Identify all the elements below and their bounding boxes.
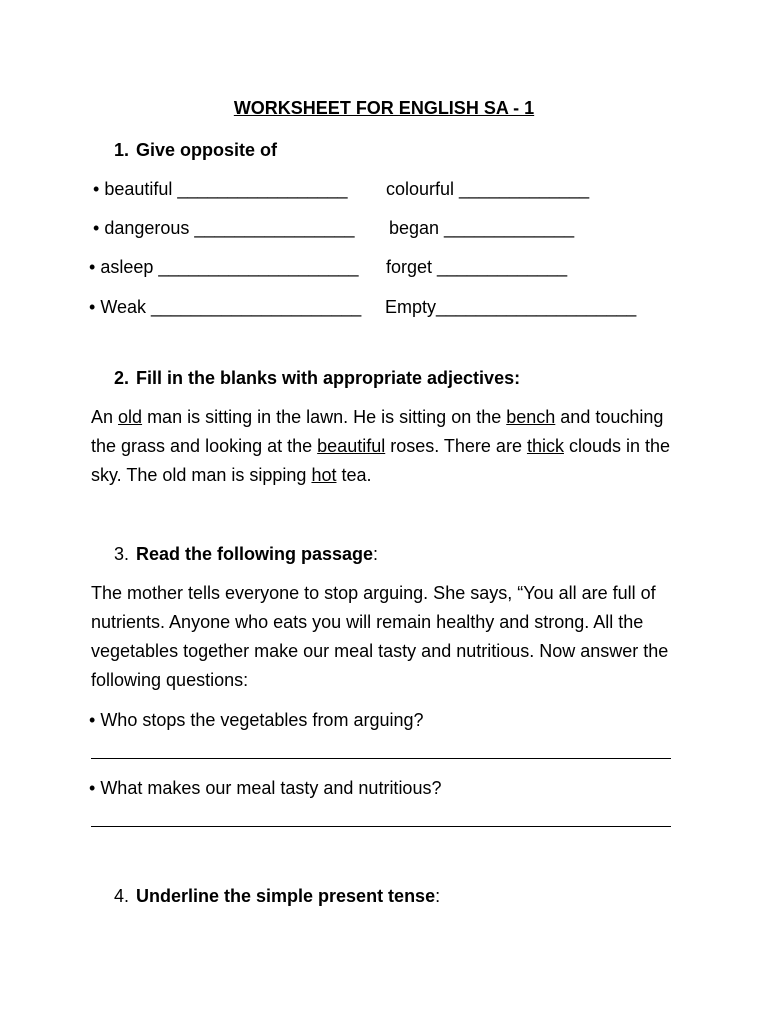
q2-text: man is sitting in the lawn. He is sitting on the (142, 407, 507, 427)
q2-text: An (91, 407, 119, 427)
adjective-hot: hot (311, 465, 337, 485)
q1-item-right-3: forget _____________ (386, 257, 568, 277)
q3-heading: Read the following passage (136, 544, 374, 564)
q3-question-1: • Who stops the vegetables from arguing? (89, 709, 424, 731)
q2-text: tea. (336, 465, 372, 485)
q3-colon: : (373, 544, 379, 564)
q1-item-left-3: • asleep ____________________ (89, 256, 359, 278)
q4-colon: : (435, 886, 441, 906)
adjective-old: old (118, 407, 143, 427)
adjective-thick: thick (526, 436, 564, 456)
q1-number: 1. (114, 140, 130, 160)
q3-passage: The mother tells everyone to stop arguing. She says, “You all are full of nutrients. Anyone who eats you will remain healthy and strong. All the vegetables together make our meal tasty and nutritious. Now answer the following questions: (91, 583, 669, 690)
answer-line-1[interactable] (91, 758, 671, 759)
q4-number: 4. (114, 886, 130, 906)
q2-heading: Fill in the blanks with appropriate adjectives: (136, 368, 521, 388)
q1-item-left-2: • dangerous ________________ (93, 217, 355, 239)
answer-line-2[interactable] (91, 826, 671, 827)
q2-number: 2. (114, 368, 130, 388)
q3-heading-line (136, 543, 378, 565)
q1-item-right-4: Empty____________________ (385, 297, 637, 317)
q2-text: roses. There are (385, 436, 527, 456)
q1-item-left-4: • Weak _____________________ (89, 296, 361, 318)
q1-heading: Give opposite of (136, 140, 278, 160)
q1-item-left-1: • beautiful _________________ (93, 178, 348, 200)
q1-item-right-2: began _____________ (389, 218, 575, 238)
q2-paragraph (91, 403, 691, 490)
noun-bench: bench (506, 407, 556, 427)
q4-heading-line (136, 885, 440, 907)
q2-text: clouds in the sky. The old man is sipping (91, 436, 671, 485)
q4-heading: Underline the simple present tense (136, 886, 436, 906)
q3-question-2: • What makes our meal tasty and nutritious? (89, 777, 441, 799)
worksheet-title: WORKSHEET FOR ENGLISH SA - 1 (233, 98, 535, 118)
q3-number: 3. (114, 544, 130, 564)
q2-text: and touching the grass and looking at the (91, 407, 664, 456)
adjective-beautiful: beautiful (317, 436, 386, 456)
q1-item-right-1: colourful _____________ (386, 179, 590, 199)
